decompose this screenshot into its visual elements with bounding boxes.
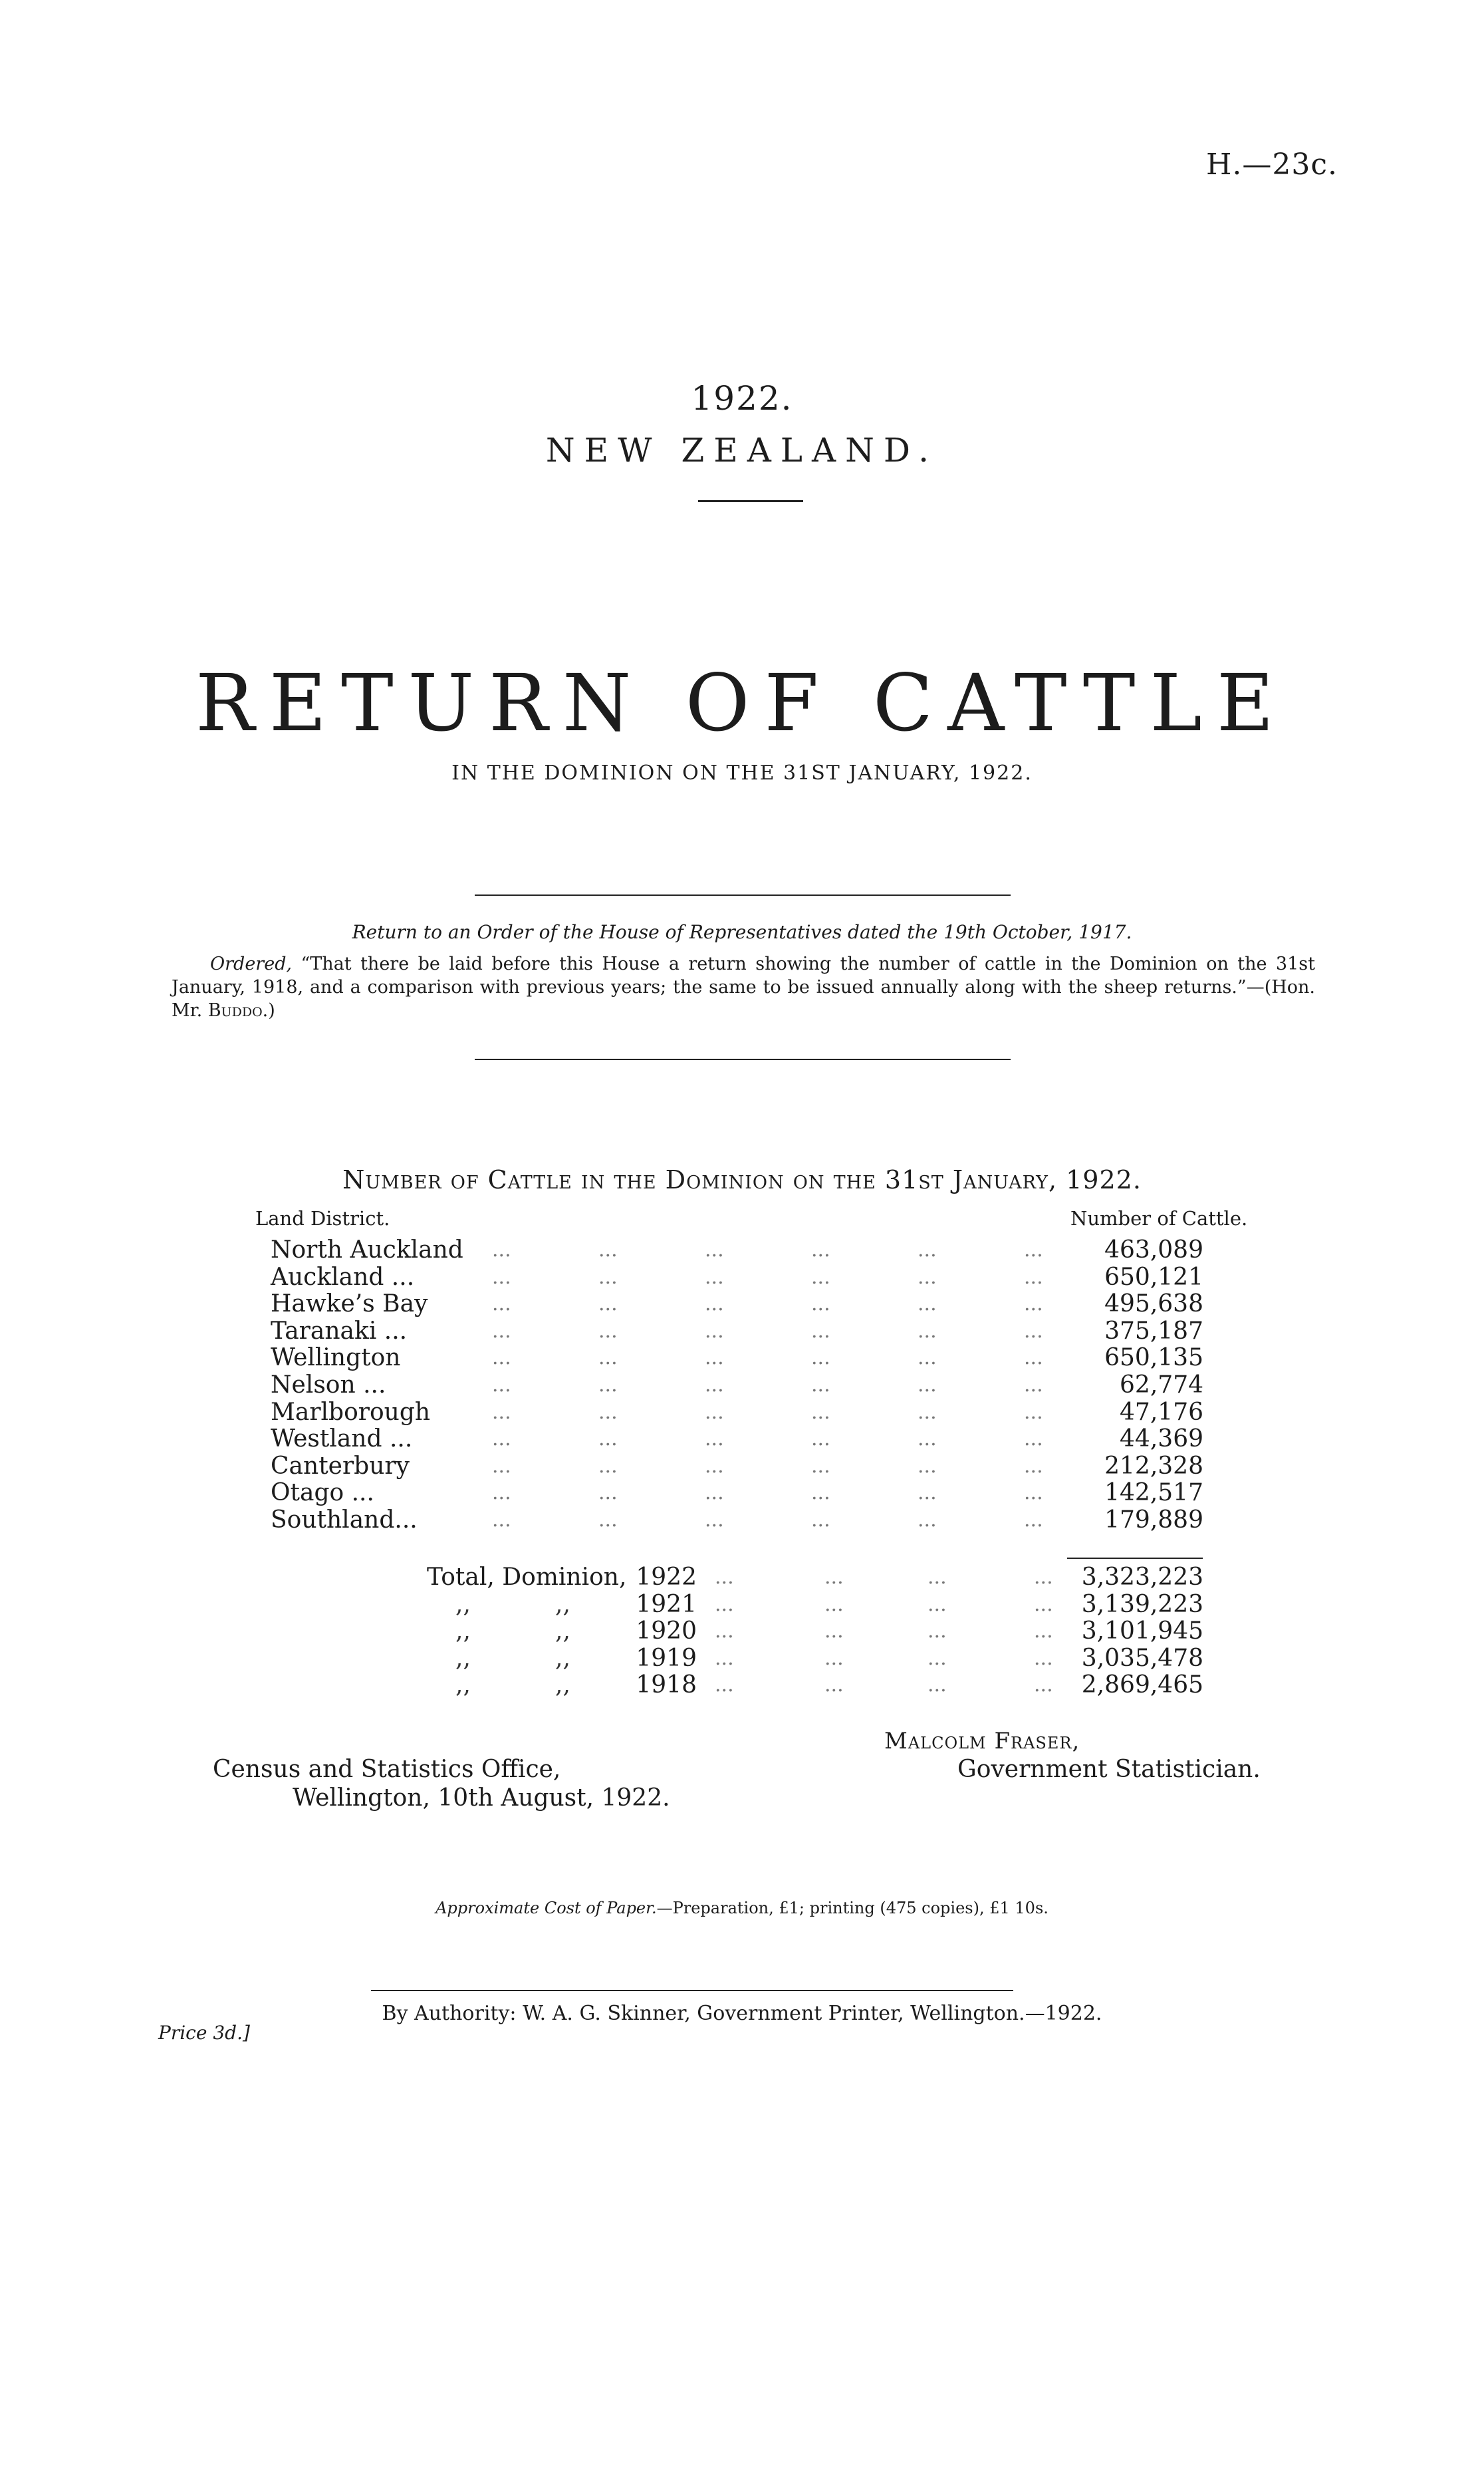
office-name: Census and Statistics Office, [213, 1756, 561, 1783]
ditto-mark: ,, [455, 1671, 471, 1699]
table-row: Nelson ... ... ... ... ... ... ... 62,774 [271, 1371, 1203, 1399]
table-row: Taranaki ... ... ... ... ... ... ... 375,187 [271, 1317, 1203, 1345]
table-heading: Number of Cattle in the Dominion on the 31st January, 1922. [342, 1165, 1142, 1194]
land-district: Hawke’s Bay [271, 1290, 428, 1318]
land-district: Taranaki ... [271, 1317, 408, 1345]
total-year: 1920 [636, 1617, 697, 1645]
total-year: 1921 [636, 1590, 697, 1618]
leader-dots: ... [715, 1566, 734, 1589]
total-year: 1922 [636, 1564, 697, 1591]
document-year: 1922. [691, 379, 793, 418]
divider [475, 1059, 1011, 1060]
leader-dots: ... [824, 1619, 844, 1643]
total-divider [1067, 1558, 1203, 1559]
cattle-count: 375,187 [1104, 1317, 1203, 1345]
cost-label: Approximate Cost of Paper. [435, 1899, 657, 1917]
leader-dots: ... [824, 1566, 844, 1589]
land-district: Wellington [271, 1344, 401, 1372]
ditto-mark: ,, [455, 1644, 471, 1672]
table-row: Hawke’s Bay ... ... ... ... ... ... 495,638 [271, 1290, 1203, 1318]
ditto-mark: ,, [555, 1644, 570, 1672]
leader-dots: ... [928, 1566, 947, 1589]
total-row [0, 1564, 1484, 1591]
total-cattle-count: 2,869,465 [1081, 1671, 1203, 1699]
leader-dots: ... [1034, 1566, 1053, 1589]
table-row: Otago ... ... ... ... ... ... ... 142,517 [271, 1479, 1203, 1507]
page-title: RETURN OF CATTLE [195, 657, 1289, 749]
land-district: Southland... [271, 1506, 418, 1534]
cattle-count: 47,176 [1120, 1398, 1203, 1426]
signatory-position: Government Statistician. [957, 1756, 1261, 1783]
land-district: Otago ... [271, 1479, 374, 1507]
ditto-mark: ,, [555, 1617, 570, 1645]
leader-dots: ... [928, 1646, 947, 1670]
ditto-mark: ,, [455, 1590, 471, 1618]
table-row: Wellington ... ... ... ... ... ... 650,135 [271, 1344, 1203, 1372]
table-row: Southland... ... ... ... ... ... ... 179,889 [271, 1506, 1203, 1534]
land-district: Canterbury [271, 1452, 410, 1480]
table-row: North Auckland ... ... ... ... ... ... 463,089 [271, 1236, 1203, 1264]
cattle-count: 142,517 [1104, 1479, 1203, 1507]
total-cattle-count: 3,139,223 [1081, 1590, 1203, 1618]
ditto-mark: ,, [455, 1617, 471, 1645]
price: Price 3d.] [158, 2022, 250, 2044]
leader-dots: ... [928, 1673, 947, 1697]
order-body-text: “That there be laid before this House a return showing the number of cattle in the Dominion on the 31st January, 1918, and a comparison with previous years; the same to be issued annually along with the sheep returns.”—(Hon. Mr. [172, 954, 1315, 1021]
total-cattle-count: 3,035,478 [1081, 1644, 1203, 1672]
ordered-word: Ordered, [210, 954, 293, 974]
divider [371, 1990, 1013, 1991]
country-heading: NEW ZEALAND. [545, 431, 939, 470]
total-label: Total, Dominion, [427, 1564, 627, 1591]
signatory-name: Malcolm Fraser, [884, 1728, 1080, 1754]
cattle-count: 179,889 [1104, 1506, 1203, 1534]
leader-dots: ... [1034, 1619, 1053, 1643]
leader-dots: ... [824, 1592, 844, 1616]
leader-dots: ... [1034, 1592, 1053, 1616]
cost-text: —Preparation, £1; printing (475 copies), £1 10s. [656, 1899, 1049, 1917]
cattle-count: 495,638 [1104, 1290, 1203, 1318]
land-district: Auckland ... [271, 1263, 415, 1291]
total-row [0, 1591, 1484, 1618]
leader-dots: ... [715, 1619, 734, 1643]
leader-dots: ... [928, 1592, 947, 1616]
cattle-count: 62,774 [1120, 1371, 1203, 1399]
order-closing: .) [262, 1000, 275, 1021]
leader-dots: ... [1034, 1646, 1053, 1670]
column-header-land-district: Land District. [255, 1207, 390, 1230]
total-row [0, 1645, 1484, 1672]
order-title: Return to an Order of the House of Representatives dated the 19th October, 1917. [352, 921, 1132, 943]
ditto-mark: ,, [555, 1590, 570, 1618]
table-row: Auckland ... ... ... ... ... ... ... 650,121 [271, 1263, 1203, 1291]
leader-dots: ... [824, 1646, 844, 1670]
table-row: Marlborough ... ... ... ... ... ... 47,176 [271, 1398, 1203, 1426]
ditto-mark: ,, [555, 1671, 570, 1699]
page-subtitle: IN THE DOMINION ON THE 31ST JANUARY, 1922. [451, 761, 1033, 785]
paper-reference: H.—23c. [1206, 148, 1338, 182]
total-row [0, 1618, 1484, 1645]
cost-note [0, 1899, 1484, 1917]
total-year: 1919 [636, 1644, 697, 1672]
divider [475, 894, 1011, 896]
land-district: North Auckland [271, 1236, 463, 1264]
leader-dots: ... [1034, 1673, 1053, 1697]
leader-dots: ... [928, 1619, 947, 1643]
total-cattle-count: 3,323,223 [1081, 1564, 1203, 1591]
cattle-count: 650,135 [1104, 1344, 1203, 1372]
cattle-count: 44,369 [1120, 1425, 1203, 1453]
total-year: 1918 [636, 1671, 697, 1699]
printer-authority: By Authority: W. A. G. Skinner, Government Printer, Wellington.—1922. [382, 2002, 1102, 2025]
land-district: Westland ... [271, 1425, 413, 1453]
cattle-count: 650,121 [1104, 1263, 1203, 1291]
divider [698, 500, 803, 502]
table-row: Westland ... ... ... ... ... ... ... 44,369 [271, 1425, 1203, 1453]
leader-dots: ... [715, 1592, 734, 1616]
total-cattle-count: 3,101,945 [1081, 1617, 1203, 1645]
land-district: Nelson ... [271, 1371, 386, 1399]
land-district: Marlborough [271, 1398, 431, 1426]
office-location-date: Wellington, 10th August, 1922. [293, 1784, 670, 1812]
order-mover: Buddo [207, 1000, 263, 1021]
leader-dots: ... [715, 1646, 734, 1670]
column-header-number-of-cattle: Number of Cattle. [1070, 1207, 1248, 1230]
cattle-count: 463,089 [1104, 1236, 1203, 1264]
leader-dots: ... [715, 1673, 734, 1697]
total-row [0, 1672, 1484, 1699]
leader-dots: ... [824, 1673, 844, 1697]
table-row: Canterbury ... ... ... ... ... ... 212,328 [271, 1452, 1203, 1480]
cattle-count: 212,328 [1104, 1452, 1203, 1480]
order-text [172, 952, 1315, 1022]
